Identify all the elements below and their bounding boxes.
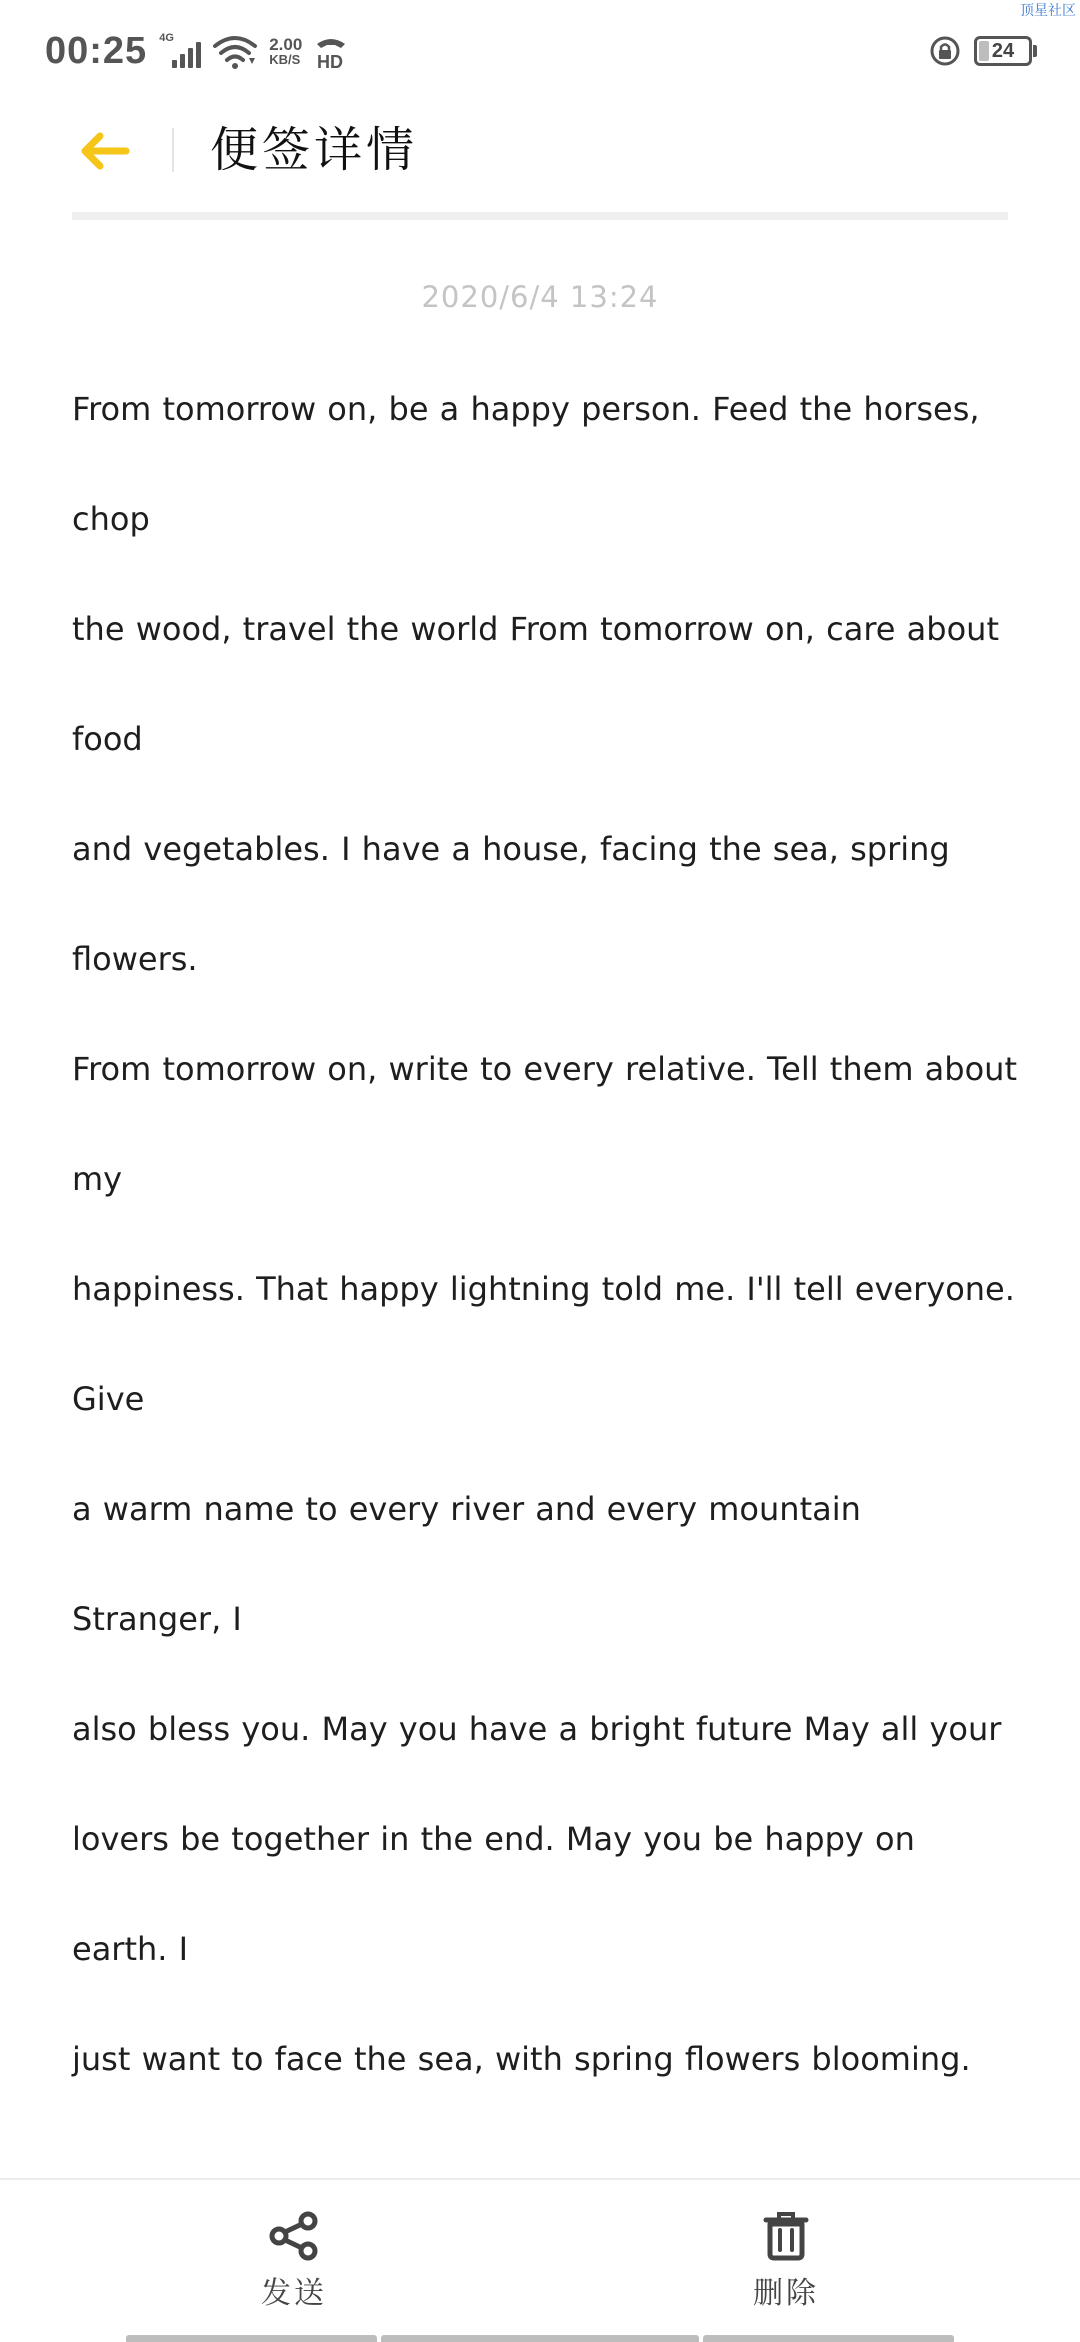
nav-indicator xyxy=(703,2335,954,2342)
network-speed: 2.00 KB/S xyxy=(269,34,303,67)
back-button[interactable] xyxy=(72,119,136,183)
note-date: 2020/6/4 13:24 xyxy=(421,280,659,314)
bottom-action-bar xyxy=(0,2178,1080,2342)
note-body: From tomorrow on, be a happy person. Feed the horses, chop the wood, travel the world From tomorrow on, care about food and vegetables. I have a house, facing the sea, spring flowers. From tomorrow on, write to every relative. Tell them about my happiness. That happy lightning told me. I'll tell everyone. Give a warm name to every river and every mountain Stranger, I also bless you. May you have a bright future May all your lovers be together in the end. May you be happy on earth. I just want to face the sea, with spring flowers blooming. xyxy=(72,390,1017,2078)
header-underline xyxy=(72,212,1008,220)
hd-call-icon xyxy=(314,34,348,70)
rotation-lock-icon xyxy=(930,36,960,66)
nav-bar xyxy=(0,2334,1080,2342)
header-divider xyxy=(172,128,174,172)
wifi-icon xyxy=(213,34,257,70)
send-button[interactable] xyxy=(214,2210,374,2312)
nav-indicator xyxy=(126,2335,377,2342)
send-label: 发送 xyxy=(261,2276,327,2311)
share-icon xyxy=(268,2210,320,2262)
svg-text:HD: HD xyxy=(317,51,344,70)
arrow-left-icon xyxy=(78,131,130,171)
trash-icon xyxy=(760,2210,812,2262)
status-time: 00:25 xyxy=(45,30,148,72)
watermark: 顶星社区 xyxy=(1020,3,1076,19)
delete-label: 删除 xyxy=(753,2276,819,2311)
status-bar xyxy=(0,0,1080,110)
battery-icon: 24 xyxy=(974,36,1032,66)
app-header xyxy=(0,110,1080,210)
delete-button[interactable] xyxy=(706,2210,866,2312)
nav-indicator xyxy=(381,2335,699,2342)
cellular-signal-icon: 4G xyxy=(159,34,201,70)
page-title: 便签详情 xyxy=(210,122,419,178)
